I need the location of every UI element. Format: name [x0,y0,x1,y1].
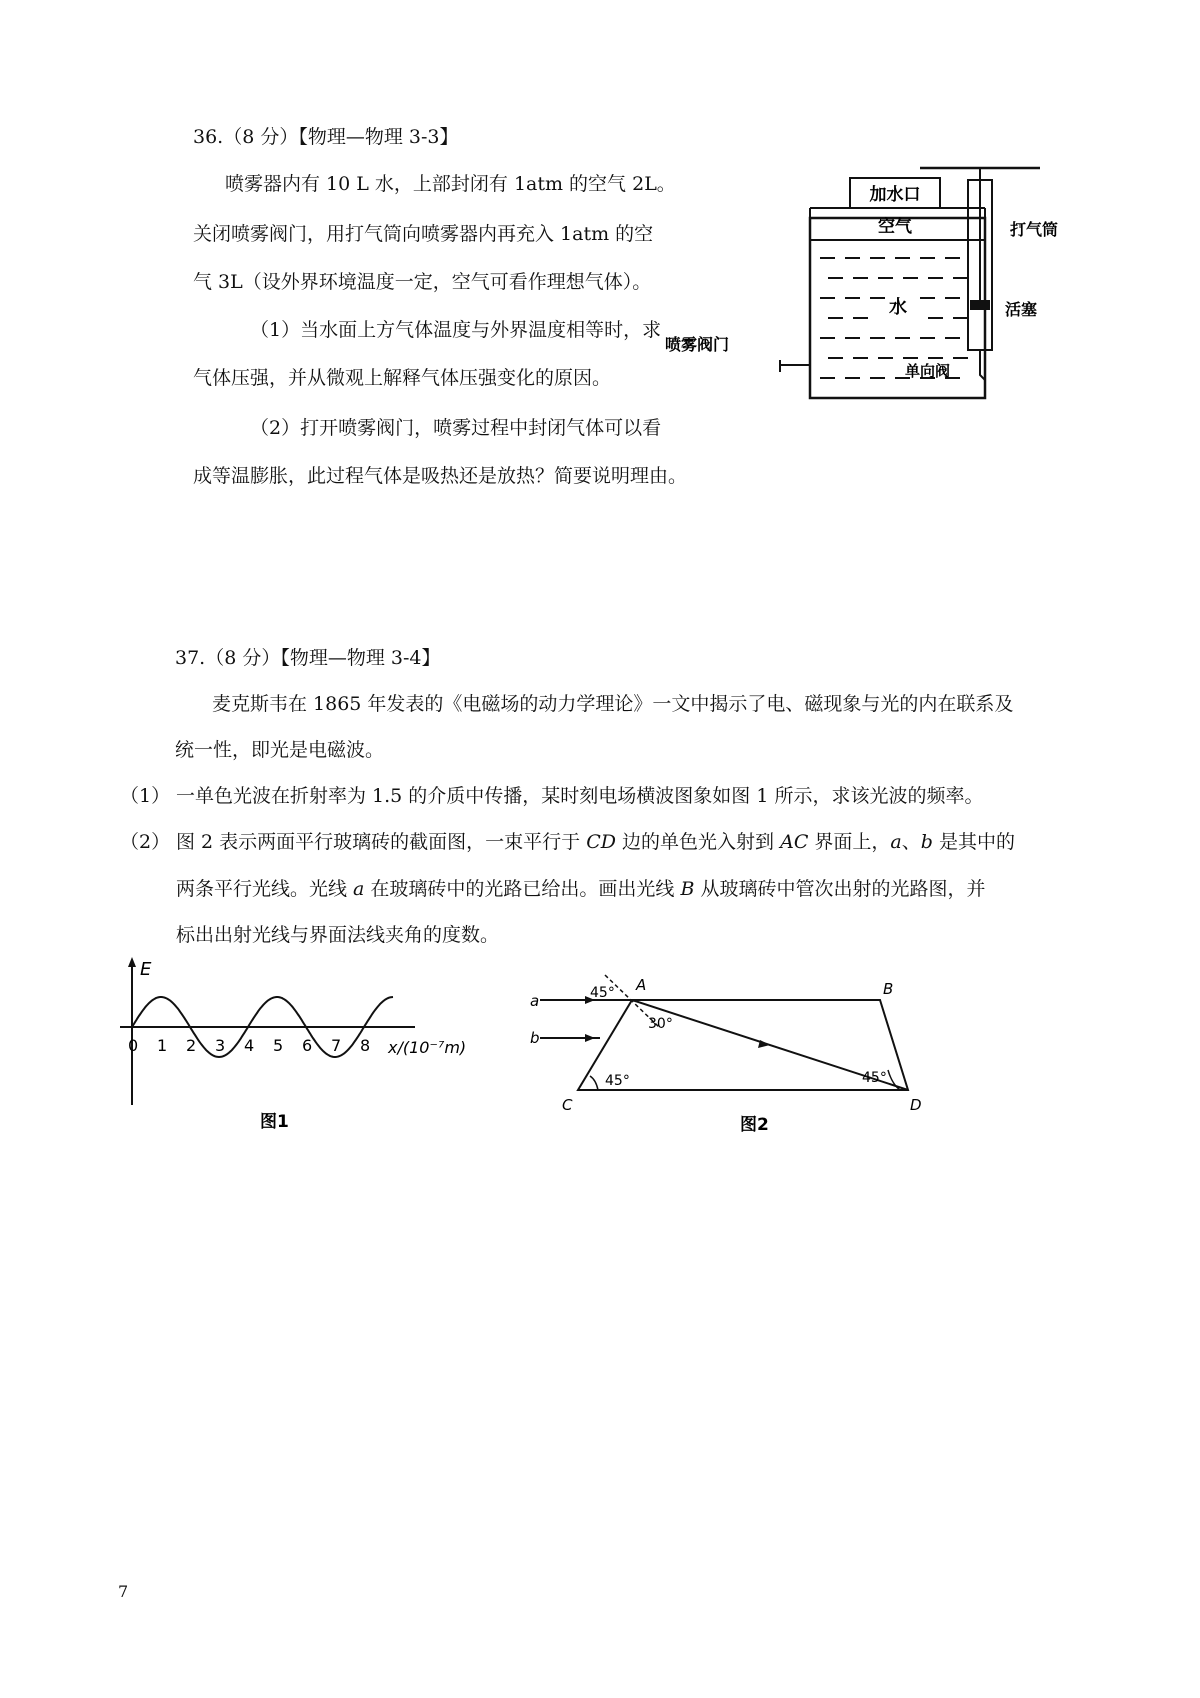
vertex-C-label: C [562,1096,573,1114]
air-label: 空气 [878,217,912,237]
q37-part2-number: （2） [120,831,171,853]
q36-line-5: 气体压强，并从微观上解释气体压强变化的原因。 [193,367,612,389]
tick-label-8: 8 [360,1036,371,1055]
angle-30: 30° [648,1016,673,1032]
q37-title: 37.（8 分）【物理—物理 3-4】 [175,647,441,669]
angle-45-C: 45° [605,1073,630,1089]
tick-label-1: 1 [157,1036,168,1055]
q37-part2-line-1: 图 2 表示两面平行玻璃砖的截面图，一束平行于 CD 边的单色光入射到 AC 界面上，a、b 是其中的 [176,831,1015,853]
q37-part1-number: （1） [120,785,171,807]
piston [970,300,990,310]
tick-label-0: 0 [128,1036,139,1055]
q37-part2-line-2: 两条平行光线。光线 a 在玻璃砖中的光路已给出。画出光线 B 从玻璃砖中管次出射的光路图，并 [176,878,986,900]
tick-label-7: 7 [331,1036,342,1055]
q37-part2-line-3: 标出出射光线与界面法线夹角的度数。 [176,924,500,946]
tick-label-3: 3 [215,1036,226,1055]
q37-intro-line-2: 统一性，即光是电磁波。 [175,739,385,761]
q36-line-7: 成等温膨胀，此过程气体是吸热还是放热？简要说明理由。 [193,465,688,487]
tick-label-2: 2 [186,1036,197,1055]
tick-label-6: 6 [302,1036,313,1055]
q36-line-2: 关闭喷雾阀门，用打气筒向喷雾器内再充入 1atm 的空 [193,223,654,245]
y-axis-label: E [140,959,152,980]
tick-label-4: 4 [244,1036,255,1055]
q37-part1-text: 一单色光波在折射率为 1.5 的介质中传播，某时刻电场横波图象如图 1 所示，求该光波的频率。 [176,785,984,807]
q36-title: 36.（8 分）【物理—物理 3-3】 [193,126,459,148]
vertex-B-label: B [883,980,894,998]
q36-line-1: 喷雾器内有 10 L 水，上部封闭有 1atm 的空气 2L。 [225,173,676,195]
water-dashes [820,258,968,378]
q36-line-3: 气 3L（设外界环境温度一定，空气可看作理想气体）。 [193,271,652,293]
x-axis-label: x/(10⁻⁷m) [388,1038,467,1057]
figure-1-wave [110,955,510,1155]
q36-line-4: （1）当水面上方气体温度与外界温度相等时，求 [250,319,662,341]
sprayer-figure [665,160,1060,420]
check-valve-label: 单向阀 [905,362,951,380]
figure-1-caption: 图1 [260,1112,289,1132]
page-number: 7 [118,1582,129,1601]
water-label: 水 [889,297,907,318]
label-b: b [530,1029,540,1047]
angle-45-top: 45° [590,985,615,1001]
inlet-label: 加水口 [869,185,921,205]
vertex-A-label: A [636,976,647,994]
figure-2-caption: 图2 [740,1115,769,1135]
figure-2-glass [530,970,960,1160]
tick-label-5: 5 [273,1036,284,1055]
q37-intro-line-1: 麦克斯韦在 1865 年发表的《电磁场的动力学理论》一文中揭示了电、磁现象与光的内在联系及 [212,693,1014,715]
angle-45-D: 45° [862,1070,887,1086]
vertex-D-label: D [910,1096,922,1114]
pump-label: 打气筒 [1010,220,1059,239]
piston-label: 活塞 [1005,300,1038,319]
tick-labels [128,1036,370,1055]
spray-valve-label: 喷雾阀门 [665,335,730,354]
label-a: a [530,992,540,1010]
q36-line-6: （2）打开喷雾阀门，喷雾过程中封闭气体可以看 [250,417,662,439]
